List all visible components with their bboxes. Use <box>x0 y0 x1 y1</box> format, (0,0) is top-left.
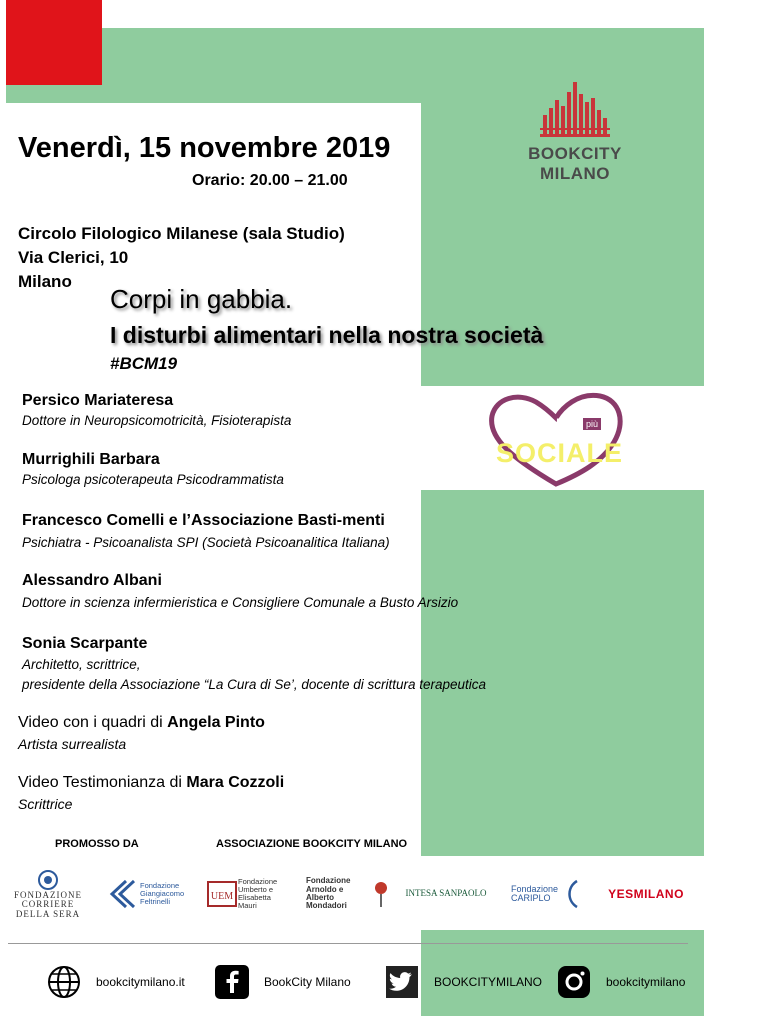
speaker-role: Architetto, scrittrice, <box>22 657 141 672</box>
mps-word-sociale: SOCIALE <box>496 438 624 468</box>
video-person: Mara Cozzoli <box>186 774 285 791</box>
event-hashtag: #BCM19 <box>110 354 178 373</box>
venue-name: Circolo Filologico Milanese (sala Studio) <box>18 224 345 243</box>
corriere-emblem-icon <box>37 869 59 891</box>
speaker-name: Murrighili Barbara <box>22 451 160 468</box>
twitter-icon <box>384 964 420 1000</box>
sponsor-name: INTESA SANPAOLO <box>405 888 487 899</box>
speaker-name: Alessandro Albani <box>22 572 162 589</box>
footer-instagram-label: bookcitymilano <box>606 975 686 989</box>
sponsor-name: Fondazione Giangiacomo Feltrinelli <box>140 881 185 906</box>
footer-website-label: bookcitymilano.it <box>96 975 185 989</box>
speaker-name: Sonia Scarpante <box>22 635 148 652</box>
footer-divider <box>8 943 688 944</box>
green-band-strip <box>6 85 102 103</box>
globe-icon <box>46 964 82 1000</box>
svg-text:UEM: UEM <box>210 891 234 902</box>
footer-twitter-label: BOOKCITYMILANO <box>434 975 543 989</box>
sponsor-name: Fondazione CARIPLO <box>511 883 559 903</box>
sponsor-logo <box>104 866 190 922</box>
video-person-role: Scrittrice <box>18 796 73 812</box>
sponsor-logo <box>204 866 290 922</box>
bookcity-skyline-icon <box>520 80 630 140</box>
video-person: Angela Pinto <box>167 714 265 731</box>
speaker-role: Psichiatra - Psicoanalista SPI (Società Psicoanalitica Italiana) <box>22 535 390 550</box>
associazione-label: ASSOCIAZIONE BOOKCITY MILANO <box>216 838 408 850</box>
facebook-icon <box>214 964 250 1000</box>
milano-piu-sociale-logo <box>482 388 628 490</box>
bookcity-milano-logo <box>520 80 630 186</box>
mps-word-piu: più <box>583 418 601 430</box>
speaker-role: Dottore in Neuropsicomotricità, Fisioterapista <box>22 413 292 428</box>
footer-facebook-label: BookCity Milano <box>264 975 351 989</box>
event-date: Venerdì, 15 novembre 2019 <box>18 132 391 164</box>
sponsor-logo <box>304 866 392 922</box>
speaker-role: presidente della Associazione “La Cura di Se’, docente di scrittura terapeutica <box>22 677 487 692</box>
speaker-name: Francesco Comelli e l’Associazione Basti-menti <box>22 512 385 529</box>
speaker-name: Persico Mariateresa <box>22 392 174 409</box>
mauri-emblem-icon <box>206 878 238 910</box>
bookcity-logo-line1: BOOKCITY <box>528 144 622 163</box>
feltrinelli-arrows-icon <box>106 877 140 911</box>
sponsor-name: FONDAZIONE CORRIERE DELLA SERA <box>14 889 82 919</box>
event-time: Orario: 20.00 – 21.00 <box>192 172 348 189</box>
sponsor-name: YESMILANO <box>608 886 684 901</box>
speaker-role: Dottore in scienza infermieristica e Consigliere Comunale a Busto Arsizio <box>22 595 459 610</box>
video-person-role: Artista surrealista <box>18 736 127 752</box>
footer-instagram[interactable] <box>556 962 685 1002</box>
speaker-role: Psicologa psicoterapeuta Psicodrammatista <box>22 472 284 487</box>
footer-facebook[interactable] <box>214 962 351 1002</box>
event-subtitle: I disturbi alimentari nella nostra società <box>110 322 544 348</box>
event-title: Corpi in gabbia. <box>110 284 293 314</box>
sponsor-logo <box>506 866 586 922</box>
red-corner-block <box>6 0 102 85</box>
green-lower-panel <box>421 490 704 856</box>
video-prefix: Video con i quadri di <box>18 714 168 731</box>
video-credit <box>18 714 265 732</box>
footer-twitter[interactable] <box>384 962 542 1002</box>
sponsor-name: Fondazione Arnoldo e Alberto Mondadori <box>306 876 351 911</box>
rose-icon <box>372 881 390 907</box>
promosso-da-label: PROMOSSO DA <box>55 838 139 850</box>
venue-city: Milano <box>18 272 72 291</box>
sponsor-logo <box>600 866 692 922</box>
cariplo-emblem-icon <box>565 879 581 909</box>
sponsor-logo <box>404 866 488 922</box>
sponsor-logo <box>6 866 90 922</box>
instagram-icon <box>556 964 592 1000</box>
venue-address: Via Clerici, 10 <box>18 248 129 267</box>
mps-word-milano: MILANO <box>500 416 576 437</box>
footer-website[interactable] <box>46 962 185 1002</box>
video-credit <box>18 774 284 792</box>
sponsor-name: Fondazione Umberto e Elisabetta Mauri <box>238 877 278 910</box>
video-prefix: Video Testimonianza di <box>18 774 187 791</box>
bookcity-logo-line2: MILANO <box>539 164 611 183</box>
